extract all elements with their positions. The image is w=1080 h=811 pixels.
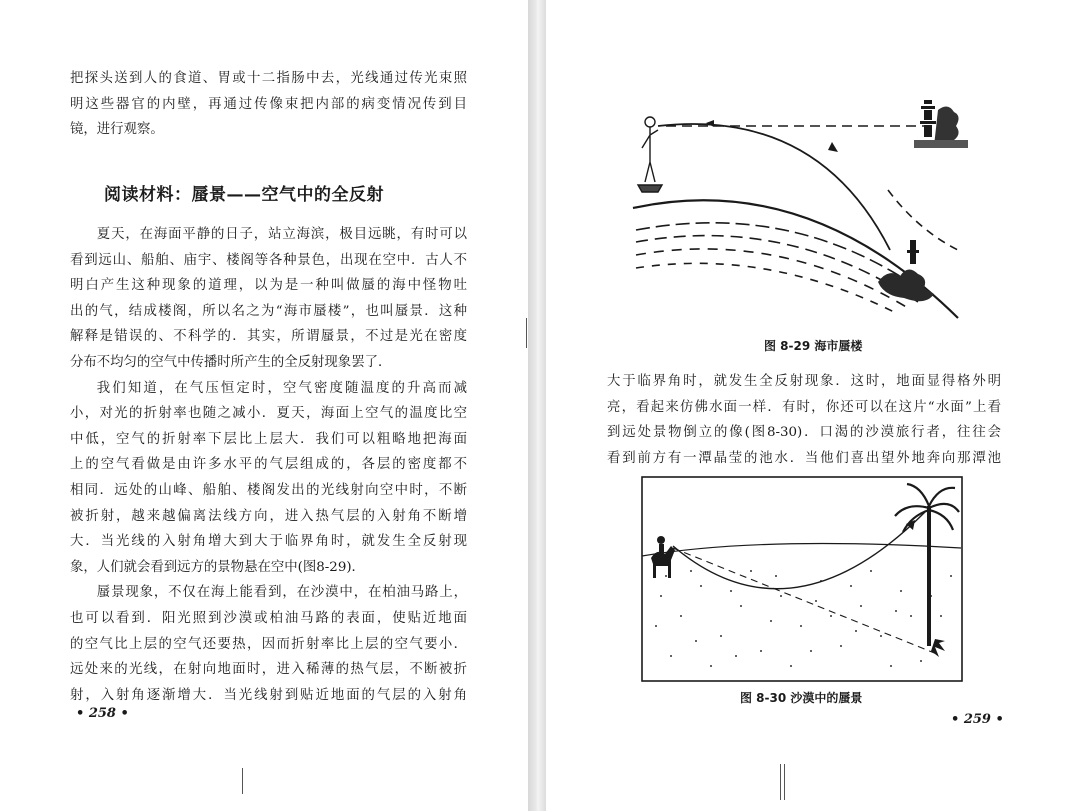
scan-mark <box>526 318 527 348</box>
air-layer-line <box>636 249 908 308</box>
section-heading: 阅读材料：蜃景——空气中的全反射 <box>104 185 384 205</box>
text-line: 明白产生这种现象的道理，以为是一种叫做蜃的海中怪物吐 <box>70 278 467 294</box>
text-line: 夏天，在海面平静的日子，站立海滨，极目远眺，有时可以 <box>96 227 467 242</box>
text-line: 相同．远处的山峰、船舶、楼阁发出的光线射向空中时，不断 <box>70 482 467 498</box>
text-line: 明这些器官的内壁，再通过传像束把内部的病变情况传到目 <box>70 96 467 112</box>
figure-frame <box>642 477 962 681</box>
left-body-text <box>70 222 467 708</box>
text-line: 分布不均匀的空气中传播时所产生的全反射现象罢了． <box>70 354 392 370</box>
figure-mirage-sea <box>628 90 978 322</box>
text-line: 解释是错误的、不科学的．其实，所谓蜃景，不过是光在密度 <box>70 329 467 345</box>
figure-caption: 图 8-30 沙漠中的蜃景 <box>740 691 863 705</box>
air-layer-line <box>636 263 898 314</box>
text-line: 看到远山、船舶、庙宇、楼阁等各种景色，出现在空中．古人不 <box>70 252 467 268</box>
text-line: 射，入射角逐渐增大．当光线射到贴近地面的气层的入射角 <box>70 687 467 703</box>
text-line: 看到前方有一潭晶莹的池水．当他们喜出望外地奔向那潭池 <box>607 450 1001 466</box>
left-page <box>0 0 528 811</box>
text-line: 镜，进行观察。 <box>70 122 164 138</box>
scan-mark <box>242 768 243 794</box>
text-line: 大于临界角时，就发生全反射现象．这时，地面显得格外明 <box>607 374 1001 389</box>
text-line: 亮，看起来仿佛水面一样．有时，你还可以在这片“水面”上看 <box>607 399 1001 415</box>
text-line: 出的气，结成楼阁，所以名之为“海市蜃楼”，也叫蜃景．这种 <box>70 303 467 319</box>
text-line: 的空气比上层的空气还要热，因而折射率比上层的空气要小． <box>70 636 467 652</box>
text-line: 象，人们就会看到远方的景物悬在空中(图8-29)． <box>70 559 365 575</box>
page-number: • 259 • <box>951 712 1004 727</box>
air-layer-line <box>636 236 918 302</box>
text-line: 被折射，越来越偏离法线方向，进入热气层的入射角不断增 <box>70 508 467 524</box>
observer-figure <box>638 117 662 192</box>
page-number: • 258 • <box>76 706 129 721</box>
left-intro-text <box>70 66 467 143</box>
text-line: 我们知道，在气压恒定时，空气密度随温度的升高而减 <box>96 380 467 396</box>
light-ray <box>658 124 890 250</box>
text-line: 小，对光的折射率也随之减小．夏天，海面上空气的温度比空 <box>70 406 467 422</box>
figure-caption: 图 8-29 海市蜃楼 <box>764 339 863 353</box>
book-gutter <box>528 0 546 811</box>
text-line: 也可以看到．阳光照到沙漠或柏油马路的表面，使贴近地面 <box>70 610 467 626</box>
sea-surface-line <box>633 200 958 318</box>
text-line: 大．当光线的入射角增大到大于临界角时，就发生全反射现 <box>70 534 467 550</box>
figure-mirage-desert <box>641 476 963 682</box>
text-line: 到远处景物倒立的像(图8-30)．口渴的沙漠旅行者，往往会 <box>607 425 1001 441</box>
text-line: 上的空气看做是由许多水平的气层组成的，各层的密度都不 <box>70 457 467 473</box>
text-line: 把探头送到人的食道、胃或十二指肠中去，光线通过传光束照 <box>70 71 467 86</box>
right-body-text <box>607 369 1001 471</box>
text-line: 中低，空气的折射率下层比上层大．我们可以粗略地把海面 <box>70 431 467 447</box>
scan-mark <box>784 764 785 800</box>
text-line: 蜃景现象，不仅在海上能看到，在沙漠中，在柏油马路上， <box>96 585 467 601</box>
scan-mark <box>780 764 781 800</box>
text-line: 远处来的光线，在射向地面时，进入稀薄的热气层，不断被折 <box>70 662 467 678</box>
air-layer-line <box>888 190 958 250</box>
ray-arrow <box>828 142 838 152</box>
pagoda-mirage <box>914 100 968 148</box>
real-scene <box>878 240 934 301</box>
